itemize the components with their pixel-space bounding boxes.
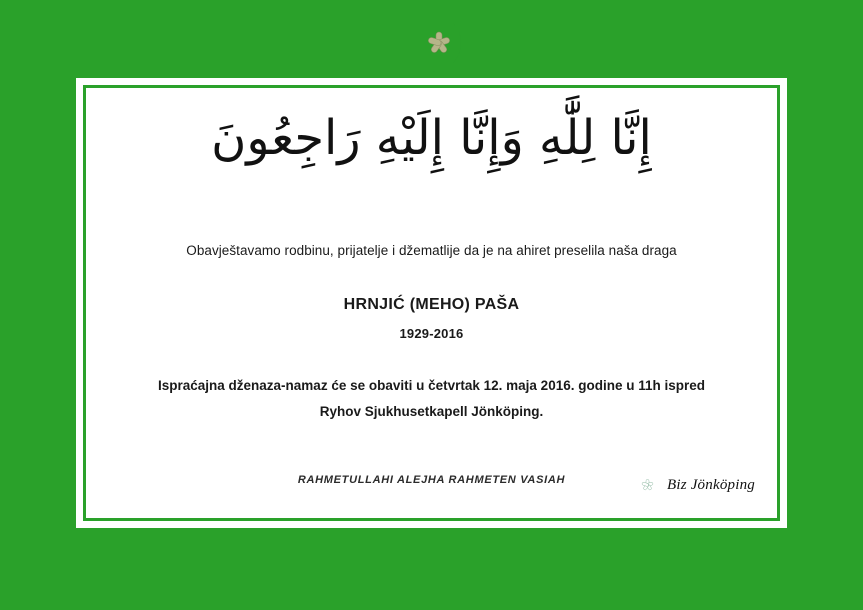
- obituary-card-frame: [76, 78, 787, 528]
- deceased-name: HRNJIĆ (MEHO) PAŠA: [343, 296, 520, 313]
- notice-body: [86, 243, 777, 486]
- arabic-calligraphy-block: [86, 106, 777, 171]
- life-years: 1929-2016: [399, 326, 464, 341]
- card-green-gutter: [83, 85, 780, 521]
- header-logo: [0, 10, 863, 76]
- arabic-calligraphy-text: إِنَّا لِلَّٰهِ وَإِنَّا إِلَيْهِ رَاجِعُونَ: [211, 110, 652, 166]
- funeral-details-text: Ispraćajna dženaza-namaz će se obaviti u četvrtak 12. maja 2016. godine u 11h ispred Ryhov Sjukhusetkapell Jönköping.: [158, 378, 705, 420]
- crescent-star-icon: [401, 12, 463, 74]
- footer-brand: [629, 470, 755, 500]
- closing-dua-text: RAHMETULLAHI ALEJHA RAHMETEN VASIAH: [297, 473, 566, 486]
- obituary-card: [86, 88, 777, 518]
- footer-brand-name: Biz Jönköping: [666, 476, 755, 493]
- announcement-text: Obavještavamo rodbinu, prijatelje i džematlije da je na ahiret preselila naša draga: [186, 243, 677, 258]
- biz-jonkoping-crescent-icon: [629, 470, 659, 500]
